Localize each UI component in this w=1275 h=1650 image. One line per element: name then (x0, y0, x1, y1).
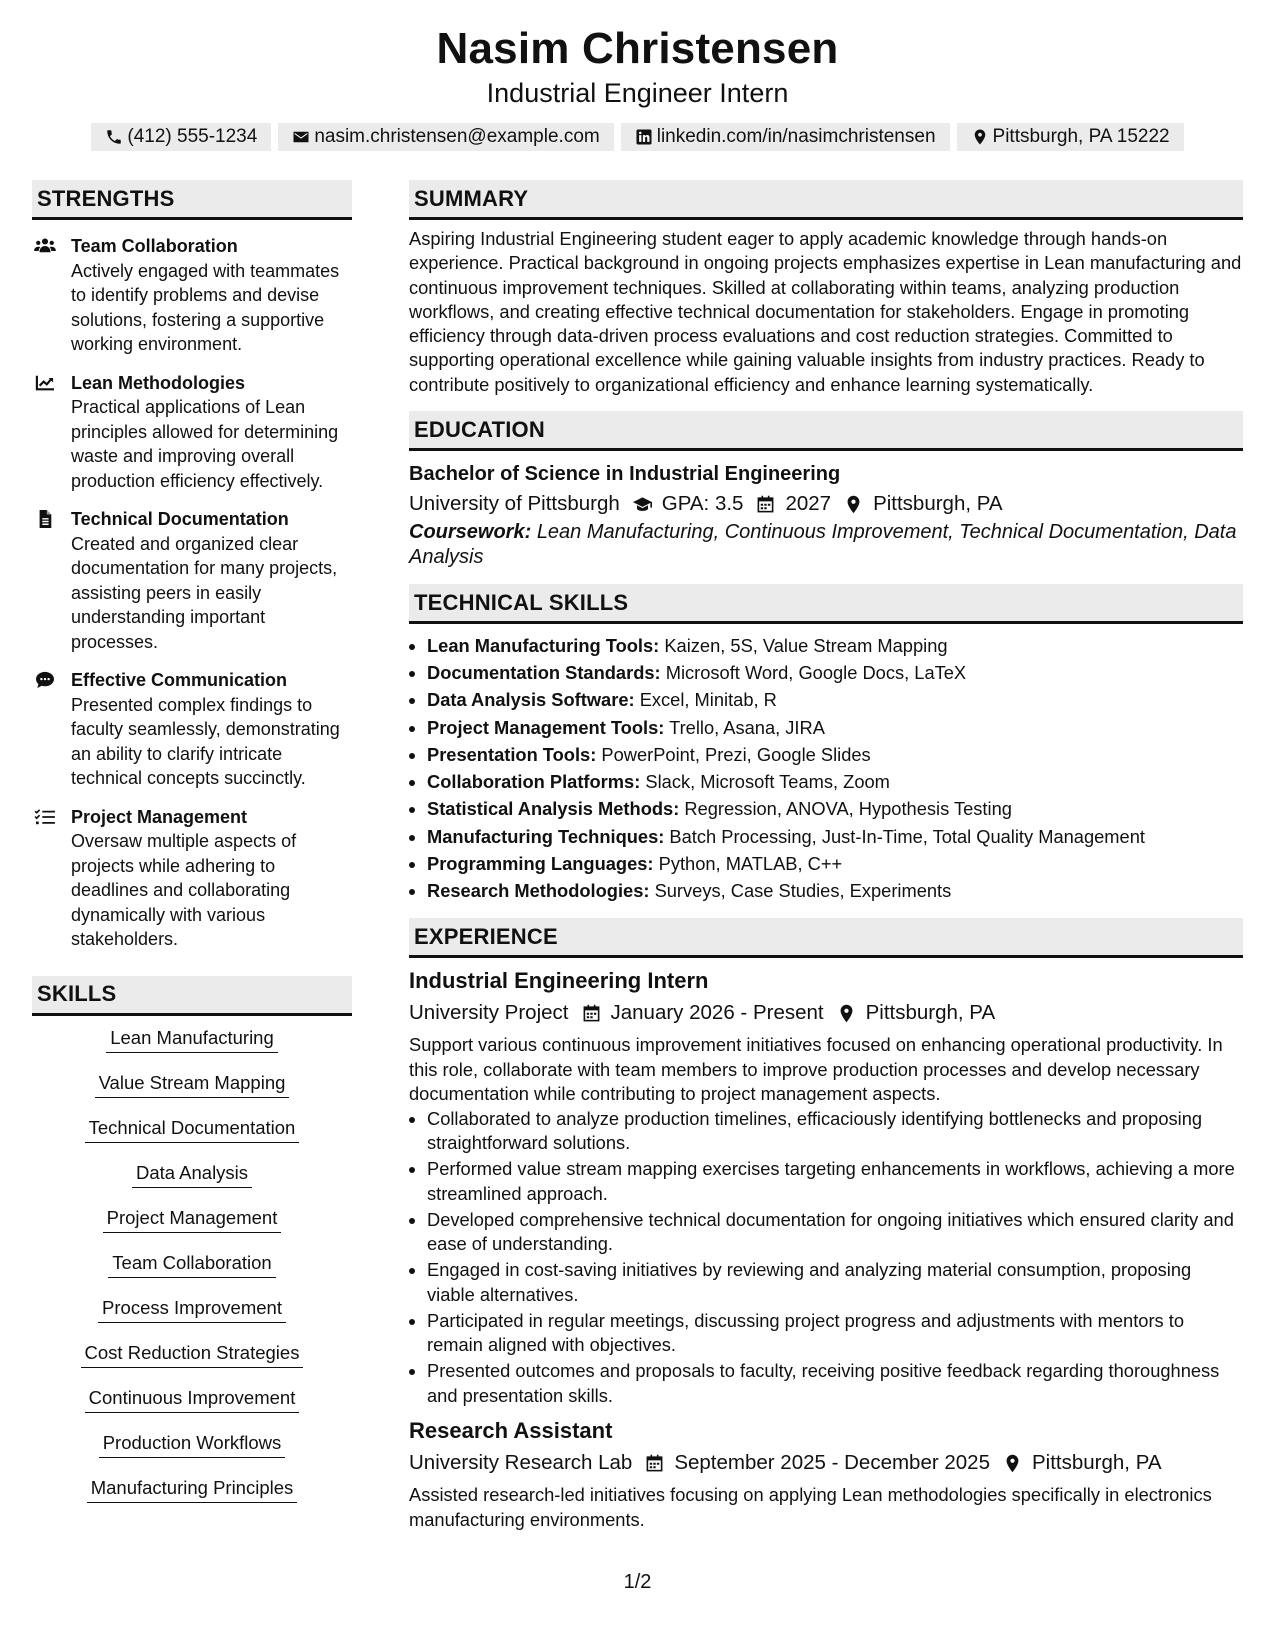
experience-heading: EXPERIENCE (409, 918, 1243, 958)
skill-tag: Continuous Improvement (85, 1386, 300, 1413)
strength-title: Project Management (71, 806, 248, 827)
technical-skill-item: • Statistical Analysis Methods: Regression, ANOVA, Hypothesis Testing (427, 795, 1243, 822)
job-entry (409, 1416, 1243, 1532)
school-name: University of Pittsburgh (409, 492, 620, 516)
strengths-heading: STRENGTHS (32, 180, 352, 220)
strength-text: Practical applications of Lean principles allowed for determining waste and improving overall production efficiency effectively. (71, 397, 339, 491)
skill-tag: Manufacturing Principles (87, 1476, 298, 1503)
job-location: Pittsburgh, PA (865, 1001, 996, 1025)
technical-skill-item: • Collaboration Platforms: Slack, Microsoft Teams, Zoom (427, 768, 1243, 795)
education-heading: EDUCATION (409, 411, 1243, 451)
job-org: University Research Lab (409, 1451, 633, 1475)
job-bullet: • Collaborated to analyze production timelines, efficaciously identifying bottlenecks and proposing straightforward solutions. (427, 1107, 1243, 1156)
strength-title: Effective Communication (71, 670, 288, 690)
skill-tag: Process Improvement (98, 1296, 286, 1323)
job-bullet: • Performed value stream mapping exercises targeting enhancements in workflows, achieving a more streamlined approach. (427, 1157, 1243, 1206)
calendar-icon (582, 1004, 601, 1023)
strength-item (32, 507, 352, 654)
skill-tag: Technical Documentation (85, 1116, 300, 1143)
strength-item (32, 371, 352, 494)
left-column (32, 180, 352, 1521)
technical-skills-list (409, 632, 1243, 904)
strength-title: Technical Documentation (71, 509, 289, 529)
job-bullet: • Engaged in cost-saving initiatives by reviewing and analyzing material consumption, proposing viable alternatives. (427, 1258, 1243, 1307)
technical-skill-item: • Lean Manufacturing Tools: Kaizen, 5S, Value Stream Mapping (427, 632, 1243, 659)
contact-phone[interactable] (91, 123, 271, 151)
job-meta (409, 999, 1243, 1027)
technical-skill-item: • Manufacturing Techniques: Batch Processing, Just-In-Time, Total Quality Management (427, 823, 1243, 850)
coursework-label: Coursework: (409, 521, 532, 544)
technical-skill-item: • Data Analysis Software: Excel, Minitab, R (427, 686, 1243, 713)
contact-linkedin-text: linkedin.com/in/nasimchristensen (656, 126, 936, 147)
location-pin-icon (971, 128, 989, 146)
document-icon (34, 510, 56, 528)
resume-header (0, 22, 1275, 151)
job-description: Support various continuous improvement initiatives focused on enhancing operational productivity. In this role, collaborate with team members to improve production processes and develop necessary documentation while contributing to project management aspects. (409, 1034, 1223, 1105)
graduation-cap-icon (633, 495, 652, 514)
location-pin-icon (837, 1004, 856, 1023)
job-meta (409, 1449, 1243, 1477)
technical-skill-item: • Programming Languages: Python, MATLAB, C++ (427, 850, 1243, 877)
skill-tag: Lean Manufacturing (106, 1026, 278, 1053)
strength-title: Lean Methodologies (71, 372, 246, 393)
technical-skills-heading: TECHNICAL SKILLS (409, 584, 1243, 624)
chat-bubble-icon (34, 671, 56, 689)
calendar-icon (756, 495, 775, 514)
strength-item (32, 668, 352, 791)
strength-item (32, 805, 352, 952)
skill-tag: Value Stream Mapping (95, 1071, 290, 1098)
skill-tag: Project Management (103, 1206, 282, 1233)
technical-skill-item: • Project Management Tools: Trello, Asana, JIRA (427, 714, 1243, 741)
strength-item (32, 234, 352, 357)
location-pin-icon (1003, 1454, 1022, 1473)
page-number: 1/2 (623, 1571, 652, 1593)
candidate-name: Nasim Christensen (436, 24, 839, 73)
phone-icon (105, 128, 123, 146)
job-entry (409, 966, 1243, 1408)
job-bullet: • Developed comprehensive technical documentation for ongoing initiatives which ensured clarity and ease of understanding. (427, 1208, 1243, 1257)
right-column (409, 180, 1243, 1532)
coursework-list: Lean Manufacturing, Continuous Improvement, Technical Documentation, Data Analysis (409, 521, 1237, 569)
job-dates: September 2025 - December 2025 (674, 1451, 990, 1475)
contact-location-text: Pittsburgh, PA 15222 (992, 126, 1170, 147)
strength-text: Oversaw multiple aspects of projects while adhering to deadlines and collaborating dynamically with various stakeholders. (71, 831, 297, 949)
education-meta (409, 490, 1243, 518)
chart-line-icon (34, 374, 56, 392)
summary-heading: SUMMARY (409, 180, 1243, 220)
job-bullets (409, 1107, 1243, 1409)
job-bullet: • Participated in regular meetings, discussing project progress and adjustments with mentors to remain aligned with objectives. (427, 1309, 1243, 1358)
job-dates: January 2026 - Present (610, 1001, 824, 1025)
technical-skill-item: • Presentation Tools: PowerPoint, Prezi, Google Slides (427, 741, 1243, 768)
school-location: Pittsburgh, PA (873, 492, 1003, 516)
contact-location (957, 123, 1184, 151)
job-description: Assisted research-led initiatives focusing on applying Lean methodologies specifically in electronics manufacturing environments. (409, 1484, 1212, 1530)
strength-title: Team Collaboration (71, 236, 238, 256)
location-pin-icon (844, 495, 863, 514)
skill-tag: Cost Reduction Strategies (81, 1341, 304, 1368)
job-org: University Project (409, 1001, 569, 1025)
skill-tag: Data Analysis (132, 1161, 252, 1188)
summary-text: Aspiring Industrial Engineering student eager to apply academic knowledge through hands-on experience. Practical background in ongoing projects emphasizes expertise in Lean manufacturing and continuous improvement techniques. Skilled at collaborating within teams, analyzing production workflows, and creating effective technical documentation for stakeholders. Engage in promoting efficiency through data-driven process evaluations and cost reduction strategies. Committed to supporting operational excellence while gaining valuable insights from industry practices. Ready to contribute positively to organizational efficiency and enhance learning systematically. (409, 228, 1242, 395)
graduation-year: 2027 (785, 492, 832, 516)
contact-email[interactable] (278, 123, 613, 151)
candidate-headline: Industrial Engineer Intern (486, 78, 789, 108)
linkedin-icon (635, 128, 653, 146)
contact-linkedin[interactable] (621, 123, 950, 151)
users-icon (34, 237, 56, 255)
calendar-icon (645, 1454, 664, 1473)
contact-bar (0, 123, 1275, 151)
job-title: Industrial Engineering Intern (409, 968, 709, 994)
gpa: GPA: 3.5 (661, 492, 744, 516)
technical-skill-item: • Documentation Standards: Microsoft Word, Google Docs, LaTeX (427, 659, 1243, 686)
strength-text: Actively engaged with teammates to identify problems and devise solutions, fostering a supportive working environment. (71, 260, 340, 354)
job-location: Pittsburgh, PA (1032, 1451, 1162, 1475)
job-title: Research Assistant (409, 1418, 613, 1444)
strength-text: Created and organized clear documentation for many projects, assisting peers in easily understanding important processes. (71, 533, 338, 652)
contact-phone-text: (412) 555-1234 (127, 126, 258, 147)
degree-title: Bachelor of Science in Industrial Engineering (409, 463, 841, 486)
skills-list (32, 1026, 352, 1521)
coursework (409, 520, 1243, 570)
checklist-icon (34, 808, 56, 826)
skills-heading: SKILLS (32, 976, 352, 1016)
technical-skill-item: • Research Methodologies: Surveys, Case Studies, Experiments (427, 877, 1243, 904)
contact-email-text: nasim.christensen@example.com (314, 126, 600, 147)
envelope-icon (292, 128, 310, 146)
strength-text: Presented complex findings to faculty seamlessly, demonstrating an ability to clarify intricate technical concepts succinctly. (71, 694, 340, 788)
skill-tag: Team Collaboration (108, 1251, 275, 1278)
job-bullet: • Presented outcomes and proposals to faculty, receiving positive feedback regarding thoroughness and presentation skills. (427, 1359, 1243, 1408)
skill-tag: Production Workflows (99, 1431, 286, 1458)
